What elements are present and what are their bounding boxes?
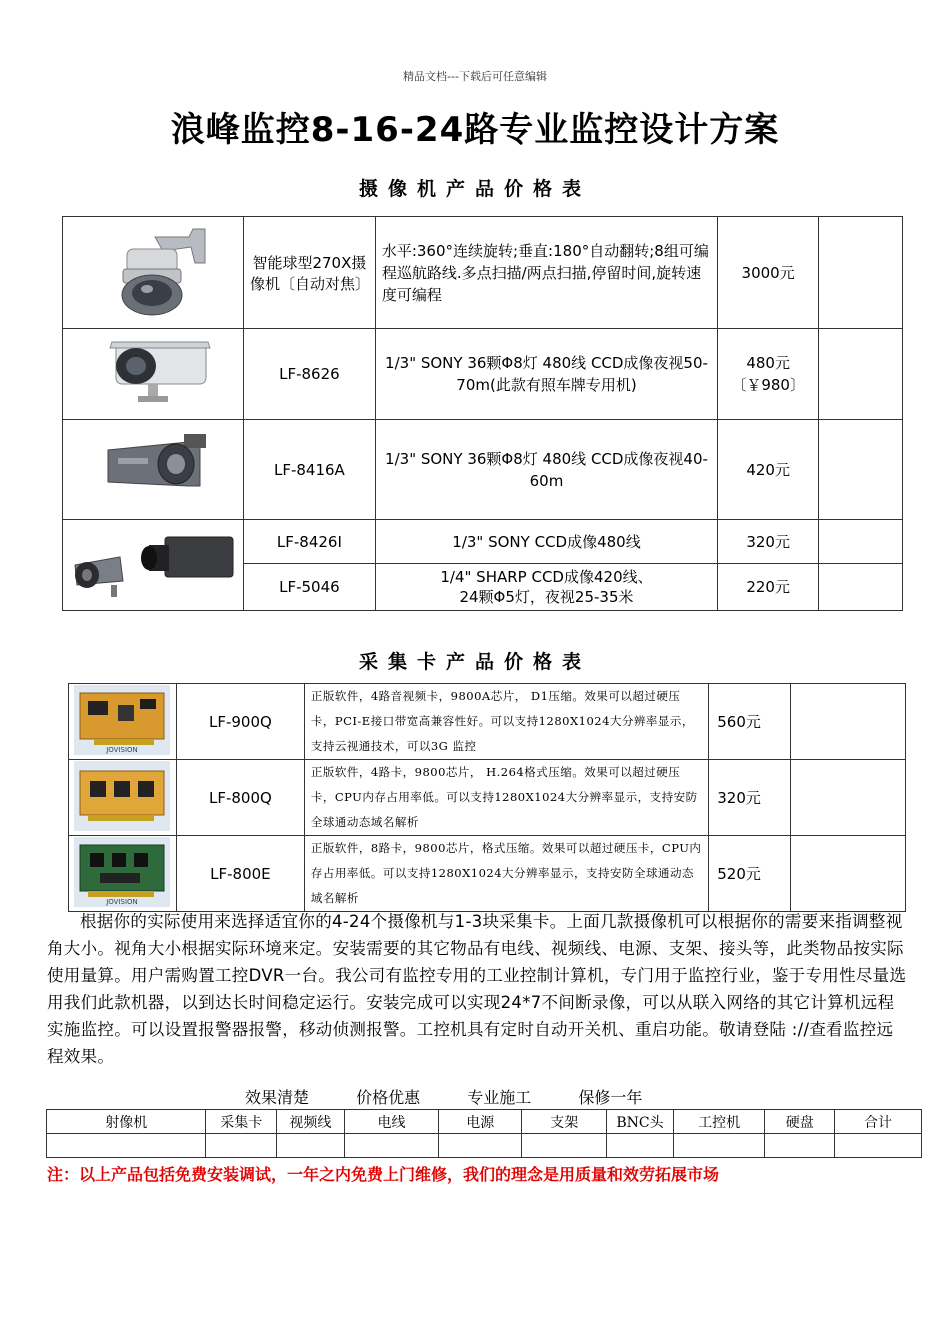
footnote: 注：以上产品包括免费安装调试，一年之内免费上门维修，我们的理念是用质量和效劳拓展市场 <box>47 1165 720 1184</box>
table-cell <box>47 1134 206 1158</box>
table-row <box>63 329 903 420</box>
dome-camera-photo <box>63 217 244 329</box>
camera-model: 智能球型270X摄像机〔自动对焦〕 <box>243 217 375 329</box>
camera-model: LF-8416A <box>243 420 375 520</box>
column-header: 视频线 <box>277 1110 345 1134</box>
card-price: 520元 <box>709 836 791 912</box>
camera-price-cell <box>718 329 819 420</box>
card-note <box>791 760 906 836</box>
camera-note <box>819 217 903 329</box>
table-row <box>63 420 903 520</box>
column-header: 工控机 <box>673 1110 765 1134</box>
column-header: 射像机 <box>47 1110 206 1134</box>
card-section-title: 采集卡产品价格表 <box>358 651 591 673</box>
capture-card-price-table <box>68 683 906 912</box>
camera-desc: 1/3" SONY 36颗Φ8灯 480线 CCD成像夜视50-70m(此款有照车牌专用机) <box>375 329 717 420</box>
page-title: 浪峰监控8-16-24路专业监控设计方案 <box>170 110 780 150</box>
camera-note <box>819 520 903 564</box>
card-desc: 正版软件，8路卡，9800芯片，格式压缩。效果可以超过硬压卡，CPU内存占用率低。可以支持1280X1024大分辨率显示，支持安防全球通动态域名解析 <box>304 836 708 912</box>
description-paragraph: 根据你的实际使用来选择适宜你的4-24个摄像机与1-3块采集卡。上面几款摄像机可以根据你的需要来指调整视角大小。视角大小根据实际环境来定。安装需要的其它物品有电线、视频线、电源、支架、接头等，此类物品按实际使用量算。用户需购置工控DVR一台。我公司有监控专用的工业控制计算机，专门用于监控行业，鉴于专用性尽量选用我们此款机器，以到达长时间稳定运行。安装完成可以实现24*7不间断录像，可以从联入网络的其它计算机远程实施监控。可以设置报警器报警，移动侦测报警。工控机具有定时自动开关机、重启功能。敬请登陆 ://查看监控远程效果。 <box>47 912 907 1066</box>
table-cell <box>344 1134 438 1158</box>
camera-note <box>819 420 903 520</box>
order-summary-table <box>46 1109 922 1158</box>
ir-camera-photo <box>63 420 244 520</box>
camera-price-extra: 〔￥980〕 <box>731 376 805 394</box>
camera-desc-line: 24颗Φ5灯，夜视25-35米 <box>459 588 634 606</box>
table-row <box>63 520 903 564</box>
card-note <box>791 684 906 760</box>
camera-desc: 水平:360°连续旋转;垂直:180°自动翻转;8组可编程巡航路线.多点扫描/两点扫描,停留时间,旋转速度可编程 <box>375 217 717 329</box>
camera-note <box>819 329 903 420</box>
card-note <box>791 836 906 912</box>
camera-desc: 1/3" SONY CCD成像480线 <box>375 520 717 564</box>
svg-text:JOVISION: JOVISION <box>106 897 139 906</box>
camera-section-title: 摄像机产品价格表 <box>358 178 591 200</box>
table-row <box>63 217 903 329</box>
table-cell <box>277 1134 345 1158</box>
camera-price: 480元 <box>746 354 790 372</box>
slogan: 专业施工 <box>467 1088 532 1107</box>
table-row <box>69 760 906 836</box>
card-model: LF-800Q <box>176 760 304 836</box>
column-header: BNC头 <box>607 1110 674 1134</box>
slogan: 效果清楚 <box>245 1088 310 1107</box>
column-header: 电源 <box>439 1110 522 1134</box>
camera-price: 420元 <box>718 420 819 520</box>
camera-price: 320元 <box>718 520 819 564</box>
table-row <box>69 836 906 912</box>
card-price: 320元 <box>709 760 791 836</box>
capture-card-photo <box>69 760 177 836</box>
column-header: 电线 <box>344 1110 438 1134</box>
table-cell <box>439 1134 522 1158</box>
card-desc: 正版软件，4路音视频卡，9800A芯片， D1压缩。效果可以超过硬压卡，PCI-E接口带宽高兼容性好。可以支持1280X1024大分辨率显示，支持云视通技术，可以3G 监控 <box>304 684 708 760</box>
svg-text:JOVISION: JOVISION <box>106 745 139 754</box>
table-header-row <box>47 1110 922 1134</box>
card-model: LF-800E <box>176 836 304 912</box>
capture-card-photo <box>69 836 177 912</box>
camera-note <box>819 564 903 611</box>
camera-model: LF-8426I <box>243 520 375 564</box>
camera-model: LF-5046 <box>243 564 375 611</box>
bullet-camera-photo <box>63 329 244 420</box>
camera-desc-line: 1/4" SHARP CCD成像420线、 <box>440 568 653 586</box>
card-desc: 正版软件，4路卡，9800芯片， H.264格式压缩。效果可以超过硬压卡，CPU内存占用率低。可以支持1280X1024大分辨率显示，支持安防全球通动态域名解析 <box>304 760 708 836</box>
camera-model: LF-8626 <box>243 329 375 420</box>
box-camera-photo <box>63 520 244 611</box>
header-note: 精品文档---下载后可任意编辑 <box>403 70 547 83</box>
capture-card-photo <box>69 684 177 760</box>
camera-price-table <box>62 216 903 611</box>
camera-price: 3000元 <box>718 217 819 329</box>
table-cell <box>607 1134 674 1158</box>
slogan: 保修一年 <box>578 1088 643 1107</box>
table-row <box>47 1134 922 1158</box>
slogans <box>245 1085 684 1108</box>
camera-price: 220元 <box>718 564 819 611</box>
table-cell <box>206 1134 277 1158</box>
table-cell <box>765 1134 835 1158</box>
table-cell <box>835 1134 922 1158</box>
card-model: LF-900Q <box>176 684 304 760</box>
table-cell <box>522 1134 607 1158</box>
slogan: 价格优惠 <box>356 1088 421 1107</box>
column-header: 支架 <box>522 1110 607 1134</box>
camera-desc-cell <box>375 564 717 611</box>
camera-desc: 1/3" SONY 36颗Φ8灯 480线 CCD成像夜视40-60m <box>375 420 717 520</box>
table-cell <box>673 1134 765 1158</box>
column-header: 合计 <box>835 1110 922 1134</box>
column-header: 硬盘 <box>765 1110 835 1134</box>
column-header: 采集卡 <box>206 1110 277 1134</box>
card-price: 560元 <box>709 684 791 760</box>
table-row <box>69 684 906 760</box>
